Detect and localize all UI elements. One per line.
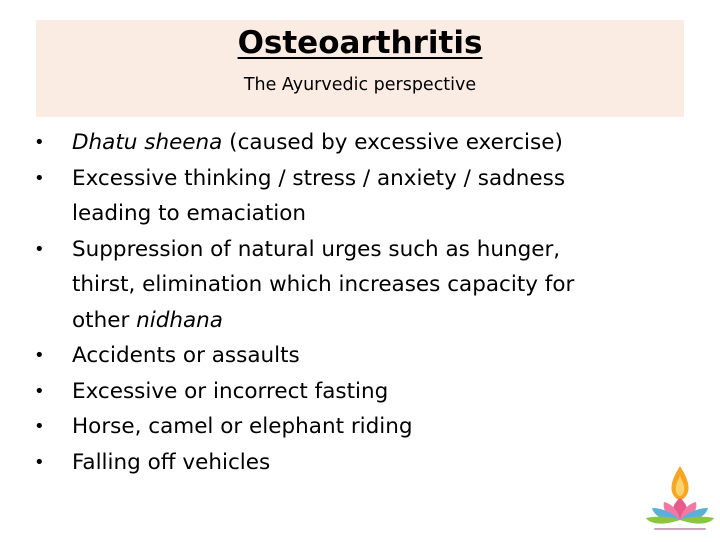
- bullet-icon: •: [34, 380, 45, 402]
- bullet-icon: •: [34, 238, 45, 260]
- bullet-text: Excessive or incorrect fasting: [72, 378, 389, 404]
- bullet-text: (caused by excessive exercise): [222, 130, 563, 155]
- bullet-item: [34, 161, 674, 232]
- bullet-item: [34, 232, 674, 339]
- bullet-text: Accidents or assaults: [72, 343, 300, 368]
- bullet-text: Falling off vehicles: [72, 449, 271, 475]
- bullet-text: Horse, camel or elephant riding: [72, 414, 413, 439]
- bullet-item: [34, 409, 674, 445]
- bullet-italic-term: nidhana: [136, 307, 223, 333]
- bullet-icon: •: [34, 167, 45, 189]
- lotus-flame-icon: [640, 458, 720, 538]
- bullet-item: [34, 125, 674, 161]
- slide-subtitle: The Ayurvedic perspective: [243, 75, 477, 95]
- title-banner: [36, 20, 684, 117]
- bullet-text: leading to emaciation: [72, 201, 307, 226]
- bullet-icon: •: [34, 345, 45, 366]
- bullet-item: [34, 374, 674, 410]
- bullet-text: other: [72, 307, 137, 333]
- bullet-item: [34, 338, 674, 374]
- bullet-text: thirst, elimination which increases capacity for: [72, 272, 575, 297]
- bullet-icon: •: [34, 451, 45, 473]
- bullet-list: [34, 125, 674, 480]
- bullet-text: Suppression of natural urges such as hunger,: [72, 236, 561, 262]
- slide-title: Osteoarthritis: [237, 25, 483, 61]
- bullet-icon: •: [34, 416, 45, 437]
- bullet-italic-term: Dhatu sheena: [72, 130, 223, 155]
- bullet-icon: •: [34, 132, 45, 153]
- bullet-item: [34, 445, 674, 481]
- bullet-text: Excessive thinking / stress / anxiety / sadness: [72, 165, 566, 191]
